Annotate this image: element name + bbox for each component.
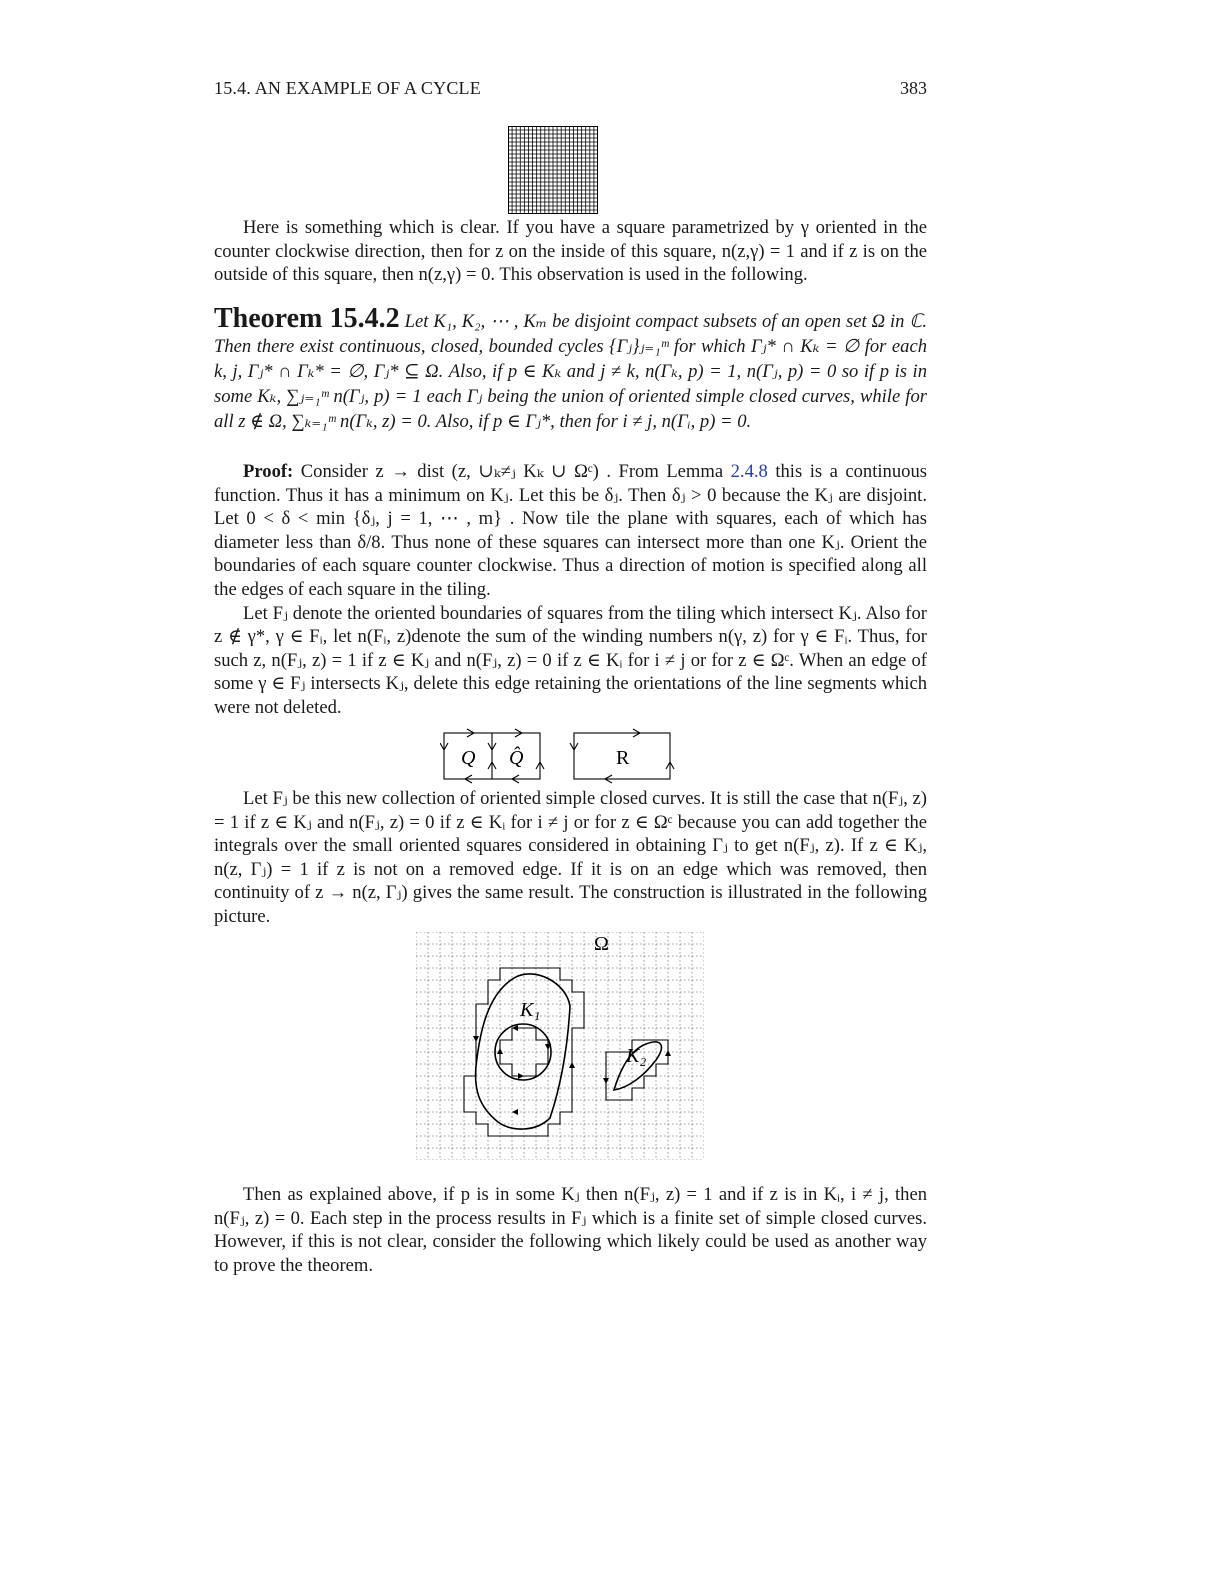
proof-label: Proof: (243, 461, 294, 482)
paragraph-last: Then as explained above, if p is in some Kⱼ then n(Fⱼ, z) = 1 and if z is in Kᵢ, i ≠ j, then n(Fⱼ, z) = 0. Each step in the process results in Fⱼ which is a finite set of simple closed curves. However, if this is not clear, consider the following which likely could be used as another way to prove the theorem. (214, 1184, 927, 1276)
proof-block (214, 460, 927, 720)
proof-text-2: this is a continuous function. Thus it has a minimum on Kⱼ. Let this be δⱼ. Then δⱼ > 0 because the Kⱼ are disjoint. Let 0 < δ < min {δⱼ, j = 1, ⋯ , m} . Now tile the plane with squares, each of which has diameter less than δ/8. Thus none of these squares can intersect more than one Kⱼ. Orient the boundaries of each square counter clockwise. Thus a direction of motion is specified along all the edges of each square in the tiling. (214, 461, 927, 600)
construction-paragraph (214, 787, 927, 929)
paragraph-1: Here is something which is clear. If you have a square parametrized by γ oriented in the counter clockwise direction, then for z on the inside of this square, n(z,γ) = 1 and if z is on the outside of this square, then n(z,γ) = 0. This observation is used in the following. (214, 217, 927, 286)
label-q-hat: Q̂ (509, 747, 524, 769)
section-title: 15.4. AN EXAMPLE OF A CYCLE (214, 78, 481, 98)
theorem-block (214, 303, 928, 434)
k1-region (476, 974, 570, 1129)
grid-figure (508, 126, 598, 214)
squares-svg (440, 728, 676, 784)
intro-paragraph (214, 216, 927, 287)
construction-figure (416, 932, 704, 1160)
theorem-statement: Let K₁, K₂, ⋯ , Kₘ be disjoint compact subsets of an open set Ω in ℂ. Then there exist continuous, closed, bounded cycles {Γⱼ}ⱼ₌₁ᵐ for which Γⱼ* ∩ Kₖ = ∅ for each k, j, Γⱼ* ∩ Γₖ* = ∅, Γⱼ* ⊆ Ω. Also, if p ∈ Kₖ and j ≠ k, n(Γₖ, p) = 1, n(Γⱼ, p) = 0 so if p is in some Kₖ, ∑ⱼ₌₁ᵐ n(Γⱼ, p) = 1 each Γⱼ being the union of oriented simple closed curves, while for all z ∉ Ω, ∑ₖ₌₁ᵐ n(Γₖ, z) = 0. Also, if p ∈ Γⱼ*, then for i ≠ j, n(Γᵢ, p) = 0. (214, 311, 928, 432)
construction-svg (416, 932, 704, 1160)
label-k1: K₁ (520, 999, 541, 1021)
grid-svg (508, 126, 598, 214)
lemma-link[interactable]: 2.4.8 (730, 461, 768, 482)
theorem-label: Theorem 15.4.2 (214, 303, 400, 334)
inner-circle (495, 1024, 551, 1080)
label-omega: Ω (594, 933, 609, 955)
proof-text-1: Consider z → dist (z, ∪ₖ≠ⱼ Kₖ ∪ Ωᶜ) . From Lemma (300, 461, 724, 482)
label-q: Q (461, 747, 476, 769)
oriented-squares-figure (440, 728, 676, 784)
closing-paragraph (214, 1183, 927, 1277)
page-number: 383 (900, 78, 927, 98)
paragraph-fj: Let Fⱼ denote the oriented boundaries of squares from the tiling which intersect Kⱼ. Also for z ∉ γ*, γ ∈ Fᵢ, let n(Fᵢ, z)denote the sum of the winding numbers n(γ, z) for γ ∈ Fᵢ. Thus, for such z, n(Fⱼ, z) = 1 if z ∈ Kⱼ and n(Fⱼ, z) = 0 if z ∈ Kᵢ for i ≠ j or for z ∈ Ωᶜ. When an edge of some γ ∈ Fⱼ intersects Kⱼ, delete this edge retaining the orientations of the line segments which were not deleted. (214, 602, 927, 718)
label-r: R (616, 747, 630, 769)
paragraph-new: Let Fⱼ be this new collection of oriented simple closed curves. It is still the case that n(Fⱼ, z) = 1 if z ∈ Kⱼ and n(Fⱼ, z) = 0 if z ∈ Kᵢ for i ≠ j or for z ∈ Ωᶜ because you can add together the integrals over the small oriented squares considered in obtaining Γⱼ to get n(Fⱼ, z). If z ∈ Kⱼ, n(z, Γⱼ) = 1 if z is not on a removed edge. If it is on an edge which was removed, then continuity of z → n(z, Γⱼ) gives the same result. The construction is illustrated in the following picture. (214, 788, 927, 927)
label-k2: K₂ (626, 1045, 647, 1067)
